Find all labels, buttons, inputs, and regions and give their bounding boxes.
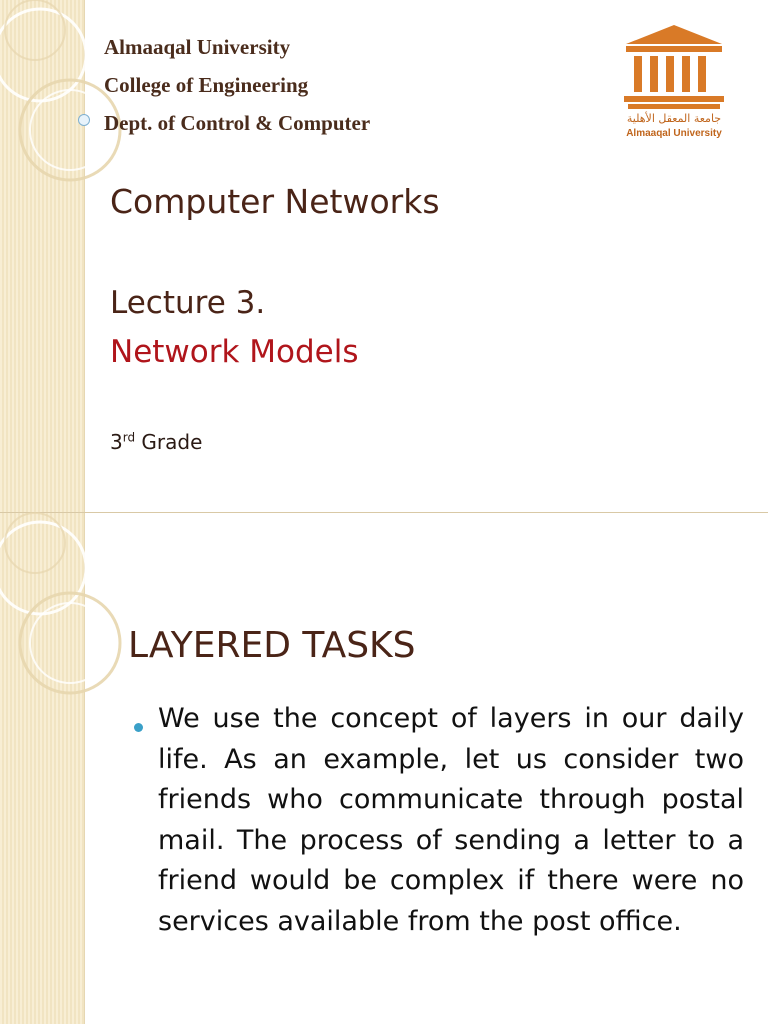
- decorative-circles-icon: [0, 513, 84, 1025]
- title-slide: [0, 0, 768, 512]
- university-logo-icon: [614, 22, 734, 144]
- content-slide: [0, 512, 768, 1024]
- logo-arabic-text: جامعة المعقل الأهلية: [626, 112, 722, 125]
- lecture-topic: Network Models: [110, 334, 359, 370]
- course-title: Computer Networks: [110, 182, 440, 221]
- lecture-number: Lecture 3.: [110, 285, 266, 321]
- grade-suffix: rd: [122, 430, 136, 445]
- university-name: Almaaqal University: [104, 35, 291, 59]
- department-name: Dept. of Control & Computer: [104, 111, 371, 135]
- grade-number: 3: [110, 430, 123, 454]
- bullet-paragraph: We use the concept of layers in our daily life. As an example, let us consider two friends who communicate through postal mail. The process of sending a letter to a friend would be complex if there were no services available from the post office.: [158, 703, 744, 937]
- decorative-side-strip: [0, 513, 85, 1024]
- slide-heading: LAYERED TASKS: [128, 625, 416, 666]
- grade-word: Grade: [135, 430, 203, 454]
- decorative-side-strip: [0, 0, 85, 512]
- decorative-circles-icon: [0, 0, 84, 512]
- grade-line: [110, 430, 202, 454]
- circle-knob-icon: [78, 114, 90, 126]
- logo-english-text: Almaaqal University: [626, 128, 722, 139]
- bullet-dot-icon: [134, 723, 143, 732]
- college-name: College of Engineering: [104, 73, 309, 97]
